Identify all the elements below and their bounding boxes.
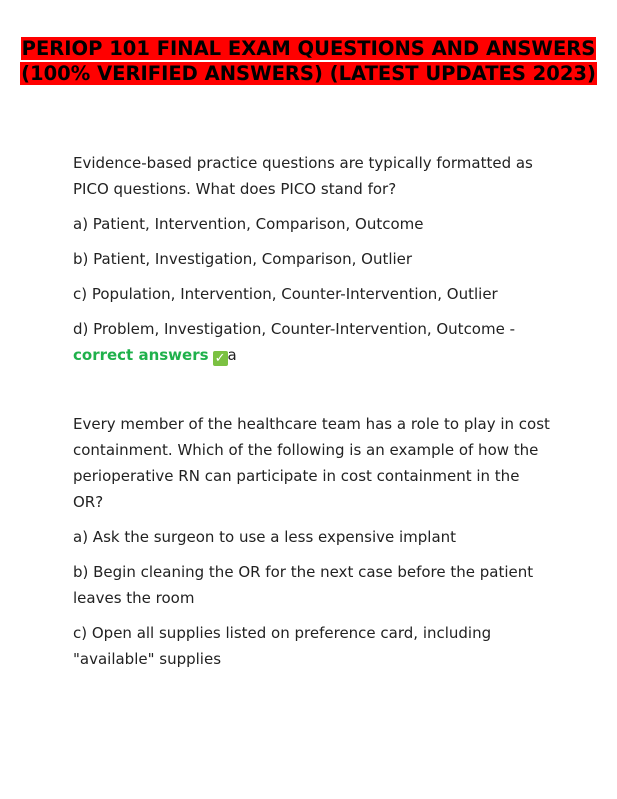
check-mark-icon: ✓ [213, 351, 228, 366]
correct-answers-label: correct answers [73, 346, 209, 364]
answer-option-c: c) Population, Intervention, Counter-Intervention, Outlier [73, 285, 498, 303]
question-prompt: Every member of the healthcare team has a role to play in cost containment. Which of the following is an example of how the perioperative RN can participate in cost containment in the OR? [73, 415, 550, 511]
answer-option-d-with-answer [73, 316, 553, 368]
answer-option-a: a) Ask the surgeon to use a less expensive implant [73, 528, 457, 546]
document-body [73, 150, 553, 681]
question-2 [73, 411, 553, 672]
document-title: PERIOP 101 FINAL EXAM QUESTIONS AND ANSWERS (100% VERIFIED ANSWERS) (LATEST UPDATES 2023) [21, 37, 596, 85]
answer-option-b: b) Patient, Investigation, Comparison, Outlier [73, 250, 413, 268]
answer-option-b: b) Begin cleaning the OR for the next case before the patient leaves the room [73, 563, 534, 607]
question-1 [73, 150, 553, 368]
correct-answer-value: a [227, 346, 237, 364]
answer-option-d: d) Problem, Investigation, Counter-Intervention, Outcome - [73, 320, 516, 338]
document-title-block [0, 36, 617, 86]
answer-option-c: c) Open all supplies listed on preference card, including "available" supplies [73, 624, 492, 668]
answer-option-a: a) Patient, Intervention, Comparison, Outcome [73, 215, 424, 233]
question-prompt: Evidence-based practice questions are typically formatted as PICO questions. What does PICO stand for? [73, 154, 533, 198]
